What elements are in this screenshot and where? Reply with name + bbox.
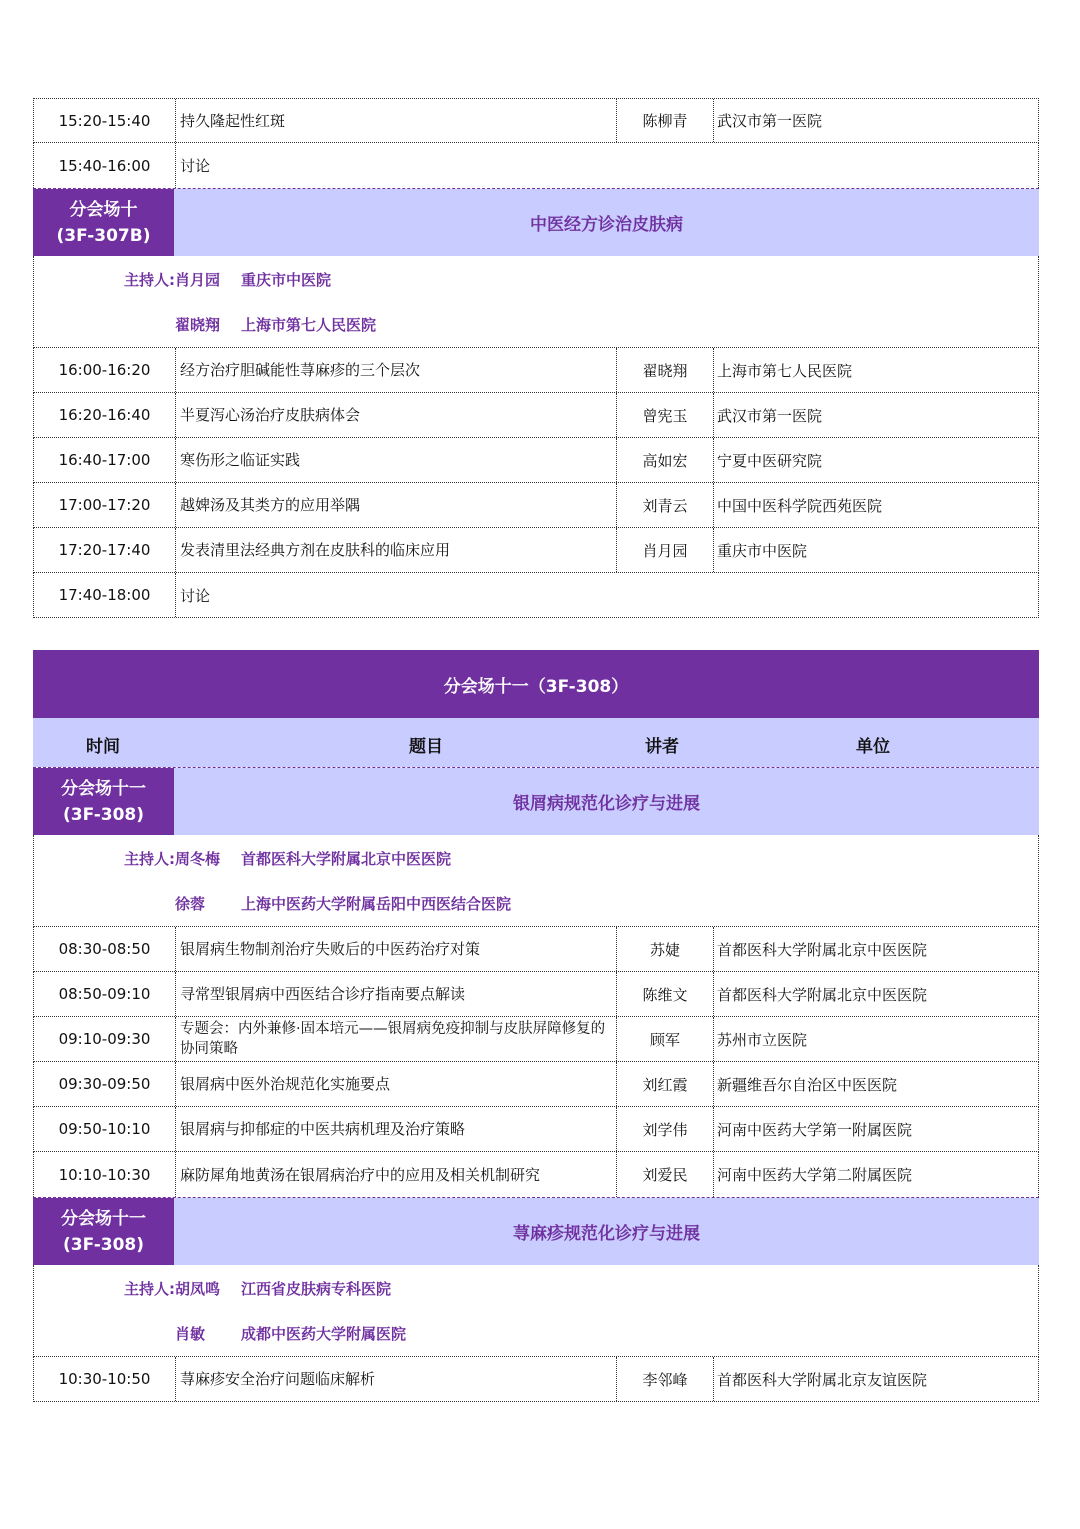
speaker-cell: 李邻峰 bbox=[616, 1357, 713, 1401]
unit-cell: 河南中医药大学第一附属医院 bbox=[713, 1107, 1038, 1151]
topic-cell: 银屑病生物制剂治疗失败后的中医药治疗对策 bbox=[175, 927, 616, 971]
time-cell: 10:30-10:50 bbox=[58, 1370, 151, 1388]
host-unit: 重庆市中医院 bbox=[241, 271, 332, 289]
session-banner bbox=[33, 188, 1039, 256]
host-label: 主持人: bbox=[124, 271, 175, 289]
unit-cell: 首都医科大学附属北京友谊医院 bbox=[713, 1357, 1038, 1401]
column-header-time: 时间 bbox=[86, 737, 120, 757]
unit-cell: 首都医科大学附属北京中医医院 bbox=[713, 927, 1038, 971]
host-unit: 上海市第七人民医院 bbox=[241, 316, 377, 334]
host-name: 肖月园 bbox=[175, 271, 221, 289]
venue-header: 分会场十一（3F-308） bbox=[33, 650, 1039, 718]
schedule-table-session-11 bbox=[33, 767, 1039, 1402]
time-cell: 09:50-10:10 bbox=[58, 1120, 151, 1138]
session-label bbox=[33, 768, 174, 835]
host-unit: 江西省皮肤病专科医院 bbox=[241, 1280, 392, 1298]
unit-cell: 重庆市中医院 bbox=[713, 528, 1038, 572]
topic-cell: 发表清里法经典方剂在皮肤科的临床应用 bbox=[175, 528, 616, 572]
topic-cell: 持久隆起性红斑 bbox=[175, 99, 616, 142]
session-name: 分会场十一 bbox=[61, 778, 146, 799]
session-label bbox=[33, 189, 174, 256]
time-cell: 17:20-17:40 bbox=[58, 541, 151, 559]
host-unit: 上海中医药大学附属岳阳中西医结合医院 bbox=[241, 895, 512, 913]
speaker-cell: 苏婕 bbox=[616, 927, 713, 971]
host-name: 翟晓翔 bbox=[175, 316, 221, 334]
table-row bbox=[33, 927, 1039, 972]
topic-cell: 半夏泻心汤治疗皮肤病体会 bbox=[175, 393, 616, 437]
unit-cell: 中国中医科学院西苑医院 bbox=[713, 483, 1038, 527]
column-header-speaker: 讲者 bbox=[645, 737, 679, 757]
session-title: 中医经方诊治皮肤病 bbox=[174, 189, 1039, 256]
host-unit: 首都医科大学附属北京中医医院 bbox=[241, 850, 452, 868]
unit-cell: 武汉市第一医院 bbox=[713, 99, 1038, 142]
host-unit: 成都中医药大学附属医院 bbox=[241, 1325, 407, 1343]
table-row bbox=[33, 1357, 1039, 1402]
host-line bbox=[34, 848, 451, 869]
time-cell: 09:30-09:50 bbox=[58, 1075, 151, 1093]
session-banner bbox=[33, 767, 1039, 835]
table-row bbox=[33, 528, 1039, 573]
host-name: 周冬梅 bbox=[175, 850, 221, 868]
hosts-block bbox=[33, 1265, 1039, 1357]
topic-cell: 寻常型银屑病中西医结合诊疗指南要点解读 bbox=[175, 972, 616, 1016]
topic-cell: 经方治疗胆碱能性荨麻疹的三个层次 bbox=[175, 348, 616, 392]
unit-cell: 河南中医药大学第二附属医院 bbox=[713, 1152, 1038, 1197]
table-row bbox=[33, 972, 1039, 1017]
speaker-cell: 翟晓翔 bbox=[616, 348, 713, 392]
session-room: (3F-308) bbox=[63, 804, 144, 825]
table-row bbox=[33, 573, 1039, 618]
column-header-unit: 单位 bbox=[856, 737, 890, 757]
schedule-table-session-10 bbox=[33, 98, 1039, 618]
topic-cell: 银屑病中医外治规范化实施要点 bbox=[175, 1062, 616, 1106]
time-cell: 10:10-10:30 bbox=[58, 1165, 151, 1184]
column-header-topic: 题目 bbox=[409, 737, 443, 757]
host-line bbox=[34, 314, 376, 335]
time-cell: 15:20-15:40 bbox=[58, 111, 151, 130]
time-cell: 09:10-09:30 bbox=[58, 1030, 151, 1048]
time-cell: 16:40-17:00 bbox=[58, 451, 151, 469]
time-cell: 16:00-16:20 bbox=[58, 361, 151, 379]
session-name: 分会场十一 bbox=[61, 1208, 146, 1229]
topic-cell: 越婢汤及其类方的应用举隅 bbox=[175, 483, 616, 527]
host-name: 肖敏 bbox=[175, 1325, 206, 1343]
speaker-cell: 刘红霞 bbox=[616, 1062, 713, 1106]
host-name: 徐蓉 bbox=[175, 895, 206, 913]
speaker-cell: 刘学伟 bbox=[616, 1107, 713, 1151]
column-header-row bbox=[33, 718, 1039, 767]
host-label: 主持人: bbox=[124, 850, 175, 868]
hosts-block bbox=[33, 835, 1039, 927]
time-cell: 08:30-08:50 bbox=[58, 940, 151, 958]
topic-cell: 寒伤形之临证实践 bbox=[175, 438, 616, 482]
host-line bbox=[34, 893, 511, 914]
session-banner bbox=[33, 1197, 1039, 1265]
hosts-block bbox=[33, 256, 1039, 348]
table-row bbox=[33, 393, 1039, 438]
time-cell: 08:50-09:10 bbox=[58, 985, 151, 1003]
time-cell: 17:40-18:00 bbox=[58, 586, 151, 604]
unit-cell: 首都医科大学附属北京中医医院 bbox=[713, 972, 1038, 1016]
session-room: (3F-308) bbox=[63, 1234, 144, 1255]
table-row bbox=[33, 143, 1039, 188]
table-row bbox=[33, 1152, 1039, 1197]
speaker-cell: 刘爱民 bbox=[616, 1152, 713, 1197]
topic-cell: 讨论 bbox=[175, 143, 1038, 188]
host-line bbox=[34, 1323, 406, 1344]
table-row bbox=[33, 438, 1039, 483]
table-row bbox=[33, 348, 1039, 393]
speaker-cell: 陈柳青 bbox=[616, 99, 713, 142]
session-title: 荨麻疹规范化诊疗与进展 bbox=[174, 1198, 1039, 1265]
speaker-cell: 顾军 bbox=[616, 1017, 713, 1061]
table-row bbox=[33, 98, 1039, 143]
unit-cell: 新疆维吾尔自治区中医医院 bbox=[713, 1062, 1038, 1106]
speaker-cell: 刘青云 bbox=[616, 483, 713, 527]
topic-cell: 荨麻疹安全治疗问题临床解析 bbox=[175, 1357, 616, 1401]
host-line bbox=[34, 1278, 391, 1299]
speaker-cell: 肖月园 bbox=[616, 528, 713, 572]
topic-cell: 麻防犀角地黄汤在银屑病治疗中的应用及相关机制研究 bbox=[175, 1152, 616, 1197]
host-line bbox=[34, 269, 331, 290]
unit-cell: 苏州市立医院 bbox=[713, 1017, 1038, 1061]
speaker-cell: 高如宏 bbox=[616, 438, 713, 482]
topic-cell: 专题会：内外兼修·固本培元——银屑病免疫抑制与皮肤屏障修复的协同策略 bbox=[175, 1017, 616, 1061]
speaker-cell: 曾宪玉 bbox=[616, 393, 713, 437]
session-label bbox=[33, 1198, 174, 1265]
unit-cell: 上海市第七人民医院 bbox=[713, 348, 1038, 392]
time-cell: 16:20-16:40 bbox=[58, 406, 151, 424]
table-row bbox=[33, 1062, 1039, 1107]
table-row bbox=[33, 1017, 1039, 1062]
topic-cell: 讨论 bbox=[175, 573, 1038, 617]
table-row bbox=[33, 483, 1039, 528]
table-row bbox=[33, 1107, 1039, 1152]
host-name: 胡凤鸣 bbox=[175, 1280, 221, 1298]
host-label: 主持人: bbox=[124, 1280, 175, 1298]
time-cell: 15:40-16:00 bbox=[58, 156, 151, 175]
session-title: 银屑病规范化诊疗与进展 bbox=[174, 768, 1039, 835]
time-cell: 17:00-17:20 bbox=[58, 496, 151, 514]
session-name: 分会场十 bbox=[69, 199, 138, 220]
session-room: (3F-307B) bbox=[56, 225, 151, 246]
speaker-cell: 陈维文 bbox=[616, 972, 713, 1016]
unit-cell: 宁夏中医研究院 bbox=[713, 438, 1038, 482]
unit-cell: 武汉市第一医院 bbox=[713, 393, 1038, 437]
topic-cell: 银屑病与抑郁症的中医共病机理及治疗策略 bbox=[175, 1107, 616, 1151]
